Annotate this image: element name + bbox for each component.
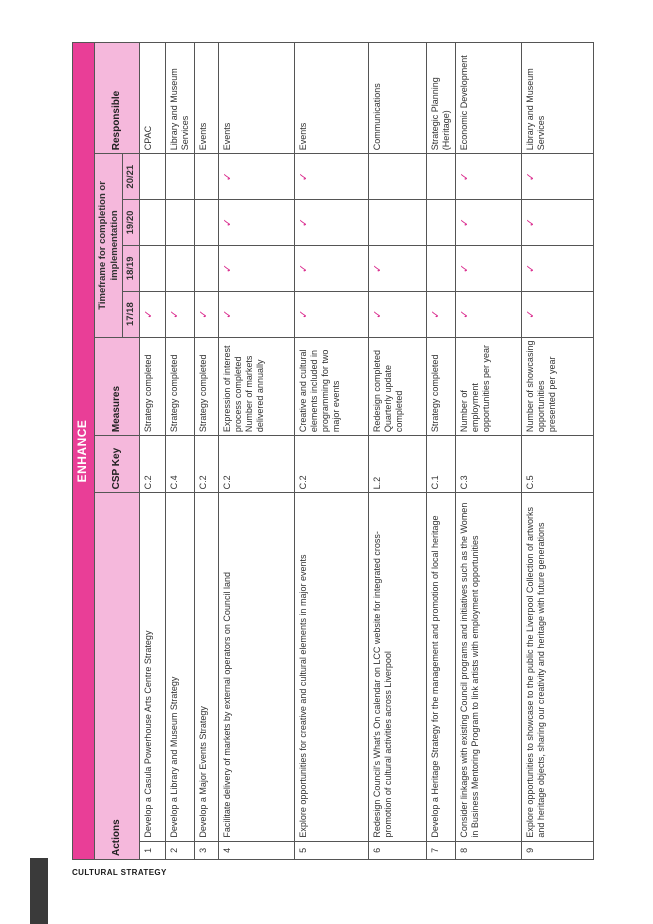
action-cell: Develop a Major Events Strategy bbox=[194, 493, 218, 841]
timeframe-cell bbox=[194, 200, 218, 246]
action-cell: Explore opportunities for creative and cultural elements in major events bbox=[294, 493, 368, 841]
csp-key-cell: C.2 bbox=[294, 436, 368, 493]
check-icon: ✓ bbox=[297, 263, 310, 273]
timeframe-cell bbox=[165, 245, 194, 291]
row-number: 6 bbox=[368, 841, 426, 859]
timeframe-cell bbox=[218, 154, 294, 200]
year-header: 19/20 bbox=[123, 200, 140, 246]
csp-key-cell: C.2 bbox=[218, 436, 294, 493]
action-cell: Develop a Heritage Strategy for the management and promotion of local heritage bbox=[426, 493, 455, 841]
responsible-header: Responsible bbox=[95, 43, 140, 154]
measures-cell: Number of employment opportunities per year bbox=[455, 337, 521, 436]
action-cell: Facilitate delivery of markets by external operators on Council land bbox=[218, 493, 294, 841]
check-icon: ✓ bbox=[371, 309, 384, 319]
section-label: CULTURAL STRATEGY bbox=[72, 868, 167, 877]
responsible-cell: Communications bbox=[368, 43, 426, 154]
responsible-cell: Economic Development bbox=[455, 43, 521, 154]
table-row bbox=[368, 43, 426, 860]
table-row bbox=[294, 43, 368, 860]
timeframe-cell bbox=[521, 154, 593, 200]
responsible-cell: Library and Museum Services bbox=[165, 43, 194, 154]
responsible-cell: Events bbox=[194, 43, 218, 154]
timeframe-cell bbox=[368, 200, 426, 246]
csp-key-cell: C.5 bbox=[521, 436, 593, 493]
row-number: 8 bbox=[455, 841, 521, 859]
measures-header: Measures bbox=[95, 337, 140, 436]
timeframe-cell bbox=[139, 291, 165, 337]
timeframe-cell bbox=[139, 200, 165, 246]
timeframe-cell bbox=[426, 245, 455, 291]
row-number: 7 bbox=[426, 841, 455, 859]
table-row bbox=[218, 43, 294, 860]
year-header: 20/21 bbox=[123, 154, 140, 200]
csp-key-cell: C.3 bbox=[455, 436, 521, 493]
check-icon: ✓ bbox=[524, 263, 537, 273]
row-number: 5 bbox=[294, 841, 368, 859]
responsible-cell: CPAC bbox=[139, 43, 165, 154]
action-cell: Redesign Council's What's On calendar on LCC website for integrated cross-promotion of cultural activities across Liverpool bbox=[368, 493, 426, 841]
csp-key-cell: L.2 bbox=[368, 436, 426, 493]
responsible-cell: Events bbox=[294, 43, 368, 154]
row-number: 1 bbox=[139, 841, 165, 859]
timeframe-cell bbox=[521, 200, 593, 246]
timeframe-cell bbox=[194, 245, 218, 291]
csp-key-cell: C.2 bbox=[194, 436, 218, 493]
timeframe-cell bbox=[194, 291, 218, 337]
timeframe-header: Timeframe for completion or implementation bbox=[95, 154, 123, 337]
csp-key-cell: C.4 bbox=[165, 436, 194, 493]
table-row bbox=[165, 43, 194, 860]
responsible-cell: Events bbox=[218, 43, 294, 154]
enhance-table bbox=[72, 42, 594, 860]
timeframe-cell bbox=[455, 291, 521, 337]
timeframe-cell bbox=[426, 291, 455, 337]
timeframe-cell bbox=[455, 245, 521, 291]
check-icon: ✓ bbox=[524, 217, 537, 228]
timeframe-cell bbox=[294, 291, 368, 337]
check-icon: ✓ bbox=[524, 172, 537, 182]
timeframe-cell bbox=[455, 200, 521, 246]
check-icon: ✓ bbox=[221, 263, 234, 273]
measures-cell: Strategy completed bbox=[194, 337, 218, 436]
table-row bbox=[194, 43, 218, 860]
timeframe-cell bbox=[294, 200, 368, 246]
timeframe-cell bbox=[455, 154, 521, 200]
rotated-table-container bbox=[72, 42, 568, 860]
action-cell: Develop a Library and Museum Strategy bbox=[165, 493, 194, 841]
check-icon: ✓ bbox=[458, 309, 471, 319]
action-cell: Explore opportunities to showcase to the public the Liverpool Collection of artworks and heritage objects, sharing our creativity and heritage with future generations bbox=[521, 493, 593, 841]
timeframe-cell bbox=[139, 154, 165, 200]
table-row bbox=[139, 43, 165, 860]
table-body bbox=[139, 43, 593, 860]
timeframe-cell bbox=[218, 291, 294, 337]
timeframe-cell bbox=[294, 245, 368, 291]
timeframe-cell bbox=[368, 245, 426, 291]
measures-cell: Number of showcasing opportunities presented per year bbox=[521, 337, 593, 436]
timeframe-cell bbox=[294, 154, 368, 200]
row-number: 9 bbox=[521, 841, 593, 859]
check-icon: ✓ bbox=[297, 217, 310, 228]
actions-header: Actions bbox=[95, 493, 140, 860]
timeframe-cell bbox=[368, 291, 426, 337]
csp-key-cell: C.2 bbox=[139, 436, 165, 493]
timeframe-cell bbox=[165, 200, 194, 246]
page-side-tab bbox=[30, 858, 48, 924]
check-icon: ✓ bbox=[197, 309, 210, 319]
timeframe-cell bbox=[521, 245, 593, 291]
row-number: 2 bbox=[165, 841, 194, 859]
timeframe-cell bbox=[368, 154, 426, 200]
measures-cell: Strategy completed bbox=[426, 337, 455, 436]
timeframe-cell bbox=[165, 291, 194, 337]
measures-cell: Strategy completed bbox=[139, 337, 165, 436]
check-icon: ✓ bbox=[297, 172, 310, 182]
action-cell: Develop a Casula Powerhouse Arts Centre Strategy bbox=[139, 493, 165, 841]
year-header: 17/18 bbox=[123, 291, 140, 337]
measures-cell: Strategy completed bbox=[165, 337, 194, 436]
timeframe-cell bbox=[165, 154, 194, 200]
table-row bbox=[426, 43, 455, 860]
responsible-cell: Strategic Planning (Heritage) bbox=[426, 43, 455, 154]
timeframe-cell bbox=[426, 200, 455, 246]
check-icon: ✓ bbox=[168, 309, 181, 319]
measures-cell: Redesign completed Quarterly update completed bbox=[368, 337, 426, 436]
check-icon: ✓ bbox=[371, 263, 384, 273]
measures-cell: Expression of interest process completed Number of markets delivered annually bbox=[218, 337, 294, 436]
check-icon: ✓ bbox=[297, 309, 310, 319]
table-row bbox=[521, 43, 593, 860]
csp-key-header: CSP Key bbox=[95, 436, 140, 493]
check-icon: ✓ bbox=[429, 309, 442, 319]
action-cell: Consider linkages with existing Council programs and initiatives such as the Women in Business Mentoring Program to link artists with employment opportunities bbox=[455, 493, 521, 841]
table-row bbox=[455, 43, 521, 860]
check-icon: ✓ bbox=[458, 263, 471, 273]
csp-key-cell: C.1 bbox=[426, 436, 455, 493]
measures-cell: Creative and cultural elements included in programming for two major events bbox=[294, 337, 368, 436]
row-number: 3 bbox=[194, 841, 218, 859]
timeframe-cell bbox=[426, 154, 455, 200]
check-icon: ✓ bbox=[221, 309, 234, 319]
timeframe-cell bbox=[218, 200, 294, 246]
table-title: ENHANCE bbox=[73, 43, 95, 860]
timeframe-cell bbox=[218, 245, 294, 291]
year-header: 18/19 bbox=[123, 245, 140, 291]
check-icon: ✓ bbox=[142, 309, 155, 319]
timeframe-cell bbox=[139, 245, 165, 291]
row-number: 4 bbox=[218, 841, 294, 859]
check-icon: ✓ bbox=[221, 172, 234, 182]
timeframe-cell bbox=[194, 154, 218, 200]
check-icon: ✓ bbox=[458, 172, 471, 182]
timeframe-cell bbox=[521, 291, 593, 337]
check-icon: ✓ bbox=[524, 309, 537, 319]
responsible-cell: Library and Museum Services bbox=[521, 43, 593, 154]
check-icon: ✓ bbox=[458, 217, 471, 228]
check-icon: ✓ bbox=[221, 217, 234, 228]
